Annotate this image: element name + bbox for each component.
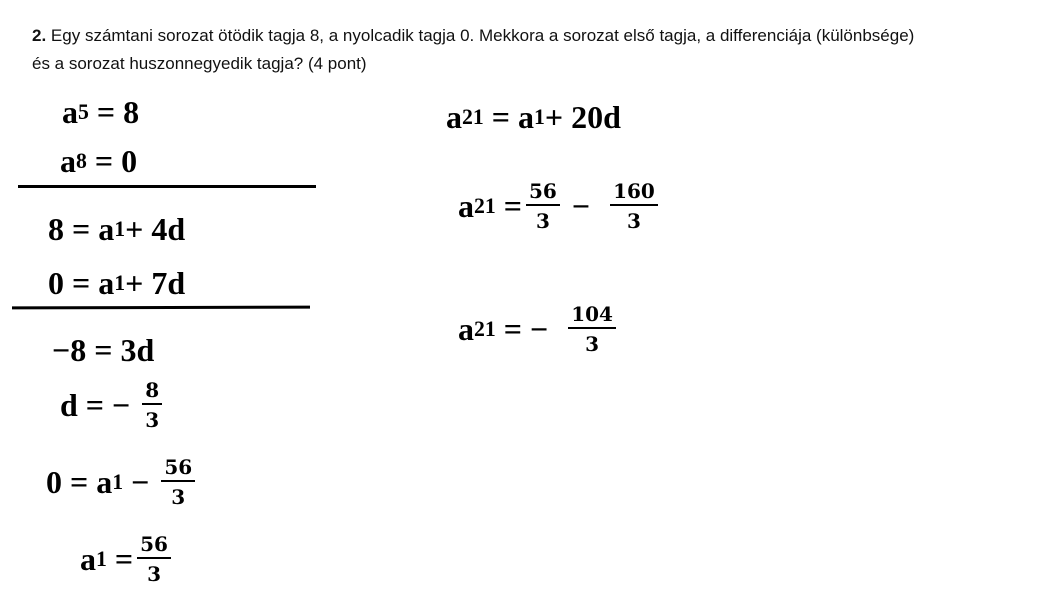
rhs: + 7d	[125, 265, 186, 301]
operator: =	[114, 541, 134, 577]
numerator: 56	[137, 534, 171, 559]
rhs: + 4d	[125, 211, 186, 247]
problem-text-line1: Egy számtani sorozat ötödik tagja 8, a nyolcadik tagja 0. Mekkora a sorozat első tagja, a differenciája (különbsége)	[50, 26, 915, 45]
var: a	[446, 99, 462, 135]
rhs: = 0	[94, 143, 138, 179]
rhs: + 20d	[544, 99, 621, 135]
minus-operator: −	[571, 188, 591, 224]
denominator: 3	[535, 209, 550, 233]
problem-statement	[32, 22, 1042, 78]
lhs: d = −	[60, 387, 131, 423]
denominator: 3	[171, 485, 186, 509]
equation-text: −8 = 3d	[52, 332, 155, 368]
denominator: 3	[585, 332, 600, 356]
denominator: 3	[147, 562, 161, 586]
lhs: 0 = a	[46, 464, 113, 500]
mid: = a	[491, 99, 534, 135]
problem-text-line2: és a sorozat huszonnegyedik tagja? (4 pont)	[32, 54, 367, 73]
fraction	[142, 380, 162, 430]
operator: =	[503, 188, 522, 224]
a1-result: a 1 = $\frac{56}{3}$	[80, 534, 175, 584]
d-result	[60, 380, 166, 430]
operator: = −	[503, 311, 549, 347]
divider-line-1	[18, 185, 316, 188]
fraction	[526, 181, 560, 231]
fraction	[161, 457, 195, 507]
given-a8: a 8 = 0	[60, 143, 138, 179]
numerator: 56	[161, 457, 195, 482]
var: a	[62, 94, 78, 130]
numerator: 8	[142, 380, 162, 405]
numerator: 104	[568, 304, 616, 329]
lhs: 0 = a	[48, 265, 115, 301]
var: a	[458, 311, 474, 347]
fraction	[610, 181, 658, 231]
substitution-equation: 0 = a 1 − $\frac{56}{3}$	[46, 457, 199, 507]
numerator: 56	[526, 181, 560, 206]
var: a	[60, 143, 76, 179]
operator: −	[131, 464, 150, 500]
denominator: 3	[626, 209, 641, 233]
lhs: 8 = a	[48, 211, 115, 247]
problem-number: 2.	[32, 26, 47, 45]
rhs: = 8	[96, 94, 140, 130]
a21-substitution: a 21 = $\frac{56}{3}$ − $\frac{160}{3}$	[458, 181, 662, 231]
var: a	[458, 188, 474, 224]
var: a	[80, 541, 96, 577]
system-eq1: 8 = a 1 + 4d	[48, 211, 186, 247]
given-a5: a 5 = 8	[62, 94, 140, 130]
fraction	[568, 304, 616, 354]
a21-result: a 21 = − $\frac{104}{3}$	[458, 304, 620, 354]
numerator: 160	[610, 181, 658, 206]
difference-equation	[52, 334, 154, 366]
a21-formula: a 21 = a 1 + 20d	[446, 99, 621, 135]
system-eq2: 0 = a 1 + 7d	[48, 265, 186, 301]
denominator: 3	[145, 408, 160, 432]
fraction	[137, 534, 171, 584]
divider-line-2	[12, 306, 310, 310]
